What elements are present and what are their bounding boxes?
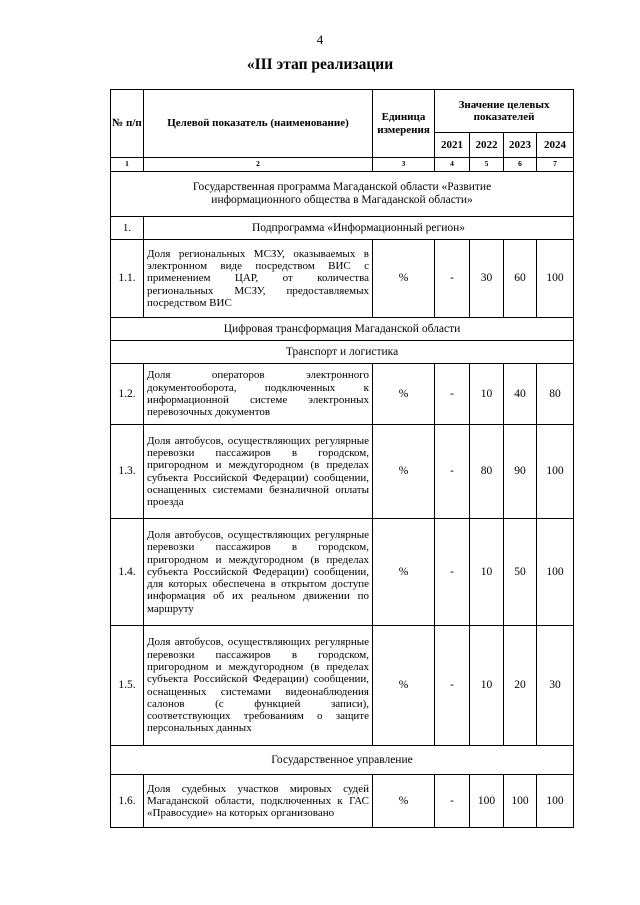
subprogram-title: Подпрограмма «Информационный регион» <box>144 217 574 240</box>
header-year-2023: 2023 <box>504 133 537 158</box>
row-value-2024: 80 <box>537 364 574 425</box>
section-row <box>111 318 574 341</box>
table-row <box>111 626 574 746</box>
row-num: 1.5. <box>111 626 144 746</box>
column-number: 2 <box>144 158 373 172</box>
header-indicator: Целевой показатель (наименование) <box>144 90 373 158</box>
row-value-2023: 90 <box>504 425 537 519</box>
row-unit: % <box>373 240 435 318</box>
table-row <box>111 775 574 828</box>
row-indicator-text: Доля судебных участков мировых судей Магаданской области, подключенных к ГАС «Правосудие» на которых организовано <box>144 775 373 828</box>
section-transport: Транспорт и логистика <box>111 341 574 364</box>
row-value-2021: - <box>435 626 470 746</box>
row-value-2024: 100 <box>537 519 574 626</box>
header-values-group: Значение целевых показателей <box>435 90 574 133</box>
row-value-2023: 100 <box>504 775 537 828</box>
section-title: «III этап реализации <box>246 56 394 73</box>
header-row-1 <box>111 90 574 133</box>
row-value-2024: 100 <box>537 775 574 828</box>
subprogram-row <box>111 217 574 240</box>
table-row <box>111 240 574 318</box>
row-value-2021: - <box>435 519 470 626</box>
column-number: 6 <box>504 158 537 172</box>
program-title: Государственная программа Магаданской области «Развитие информационного общества в Магаданской области» <box>111 172 574 217</box>
row-indicator-text: Доля автобусов, осуществляющих регулярные перевозки пассажиров в городском, пригородном и междугородном (в пределах субъекта Российской Федерации) сообщении, для которых обеспечена в открытом доступе информация об их реальном движении по маршруту <box>144 519 373 626</box>
column-number: 1 <box>111 158 144 172</box>
row-value-2021: - <box>435 240 470 318</box>
row-unit: % <box>373 364 435 425</box>
program-title-row <box>111 172 574 217</box>
header-unit: Единица измерения <box>373 90 435 158</box>
subprogram-num: 1. <box>111 217 144 240</box>
row-indicator-text: Доля автобусов, осуществляющих регулярные перевозки пассажиров в городском, пригородном и междугородном (в пределах субъекта Российской Федерации) сообщении, оснащенных системами безналичной оплаты проезда <box>144 425 373 519</box>
row-num: 1.1. <box>111 240 144 318</box>
header-year-2021: 2021 <box>435 133 470 158</box>
column-number: 4 <box>435 158 470 172</box>
column-number-row <box>111 158 574 172</box>
page-number: 4 <box>316 32 324 47</box>
row-value-2022: 100 <box>470 775 504 828</box>
row-value-2022: 10 <box>470 626 504 746</box>
row-indicator-text: Доля региональных МСЗУ, оказываемых в электронном виде посредством ВИС с применением ЦАР, от количества региональных МСЗУ, предоставляемых посредством ВИС <box>144 240 373 318</box>
section-row <box>111 746 574 775</box>
row-unit: % <box>373 775 435 828</box>
row-value-2023: 60 <box>504 240 537 318</box>
row-value-2023: 50 <box>504 519 537 626</box>
row-unit: % <box>373 626 435 746</box>
row-value-2022: 80 <box>470 425 504 519</box>
row-value-2022: 10 <box>470 364 504 425</box>
target-indicators-table <box>110 89 574 828</box>
row-value-2021: - <box>435 775 470 828</box>
row-value-2023: 20 <box>504 626 537 746</box>
row-value-2024: 100 <box>537 425 574 519</box>
header-num: № п/п <box>111 90 144 158</box>
row-indicator-text: Доля операторов электронного документооборота, подключенных к информационной системе электронных перевозочных документов <box>144 364 373 425</box>
row-unit: % <box>373 425 435 519</box>
row-indicator-text: Доля автобусов, осуществляющих регулярные перевозки пассажиров в городском, пригородном и междугородном (в пределах субъекта Российской Федерации) сообщении, оснащенных системами видеонаблюдения салонов (с функцией записи), соответствующих требованиям о защите персональных данных <box>144 626 373 746</box>
row-value-2022: 10 <box>470 519 504 626</box>
section-government: Государственное управление <box>111 746 574 775</box>
table-row <box>111 519 574 626</box>
row-value-2024: 100 <box>537 240 574 318</box>
section-row <box>111 341 574 364</box>
row-num: 1.6. <box>111 775 144 828</box>
header-year-2022: 2022 <box>470 133 504 158</box>
column-number: 7 <box>537 158 574 172</box>
column-number: 5 <box>470 158 504 172</box>
section-digital-transformation: Цифровая трансформация Магаданской области <box>111 318 574 341</box>
row-value-2023: 40 <box>504 364 537 425</box>
header-year-2024: 2024 <box>537 133 574 158</box>
row-value-2022: 30 <box>470 240 504 318</box>
row-value-2021: - <box>435 425 470 519</box>
table-row <box>111 425 574 519</box>
row-num: 1.2. <box>111 364 144 425</box>
row-value-2024: 30 <box>537 626 574 746</box>
row-unit: % <box>373 519 435 626</box>
table-row <box>111 364 574 425</box>
row-num: 1.4. <box>111 519 144 626</box>
row-value-2021: - <box>435 364 470 425</box>
column-number: 3 <box>373 158 435 172</box>
row-num: 1.3. <box>111 425 144 519</box>
